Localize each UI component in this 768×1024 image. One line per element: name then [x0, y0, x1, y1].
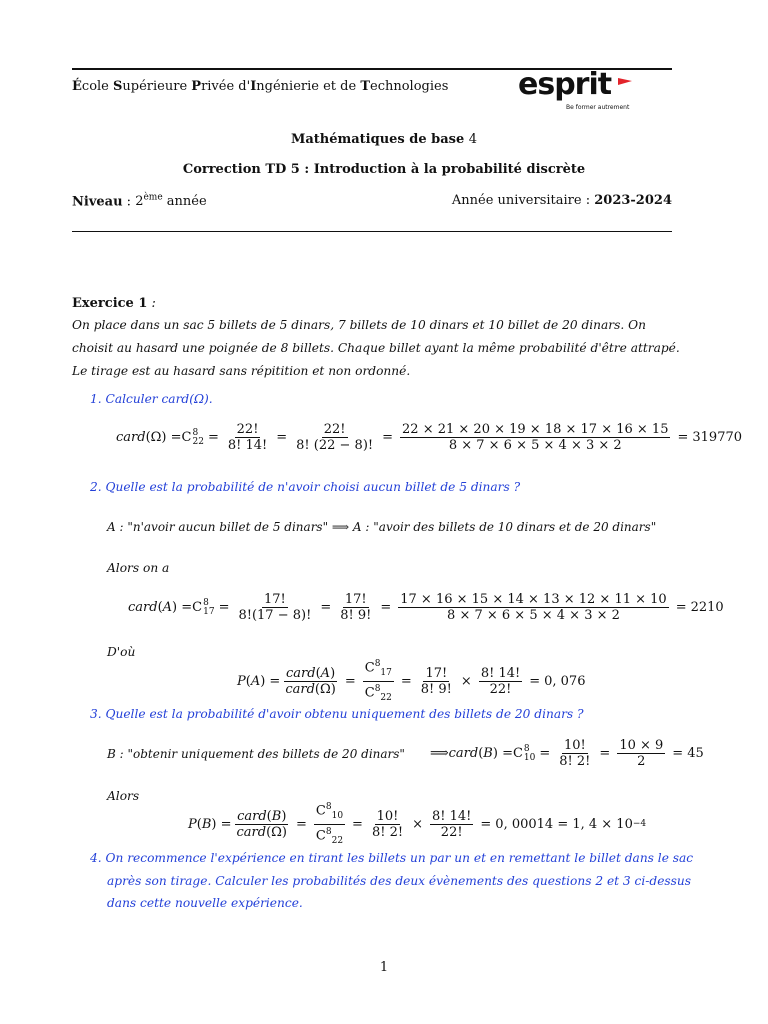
course-title: Mathématiques de base 4 — [290, 132, 478, 147]
question-4-line-2: après son tirage. Calculer les probabilités des deux évènements des questions 2 et 3 ci-dessus — [107, 874, 692, 888]
alors-on-a: Alors on a — [107, 561, 170, 575]
formula-card-a: card ( A ) = C 8 17 = $\frac{17!}{8!(17 - 8)!}$ = $\frac{17!}{8! 9!}$ = $\frac{17 \times 16 \times 15 \times 14 \times 13 \times 12 \times 11 \times 10}{8 \times 7 \times 6 \times 5 \times 4 \times 3 \times 2}$ = 2210 — [128, 592, 724, 623]
page-number: 1 — [379, 960, 389, 975]
exercise-title: Exercice 1 : — [72, 296, 156, 311]
statement-line-2: choisit au hasard une poignée de 8 billets. Chaque billet ayant la même probabilité d'être attrapé. — [72, 341, 680, 355]
question-2: 2. Quelle est la probabilité de n'avoir choisi aucun billet de 5 dinars ? — [90, 480, 521, 494]
formula-p-b: P ( B ) = $\frac{\text{card(B)}}{\text{card(Ω)}}$ = $\frac{C^8_{10}}{C^8_{22}}$ = $\frac{10!}{8! 2!}$ × $\frac{8! 14!}{22!}$ = 0, 00014 = 1, 4 × 10 −4 — [188, 802, 647, 846]
event-b-definition: B : "obtenir uniquement des billets de 20 dinars" — [107, 747, 405, 761]
formula-card-omega: card (Ω) = C 8 22 = $\frac{22!}{8! 14!}$ = $\frac{22!}{8! (22 - 8)!}$ = $\frac{22 \times 21 \times 20 \times 19 \times 18 \times 17 \times 16 \times 15}{8 \times 7 \times 6 \times 5 \times 4 \times 3 \times 2}$ = 319770 — [116, 422, 743, 453]
alors: Alors — [107, 789, 140, 803]
dou: D'où — [107, 645, 136, 659]
formula-card-b: ⟹ card ( B ) = C 8 10 = $\frac{10!}{8! 2!}$ = $\frac{10 \times 9}{2}$ = 45 — [430, 738, 704, 769]
statement-line-3: Le tirage est au hasard sans répitition et non ordonné. — [72, 364, 411, 378]
td-title: Correction TD 5 : Introduction à la probabilité discrète — [182, 162, 586, 177]
question-4-line-3: dans cette nouvelle expérience. — [107, 896, 303, 910]
statement-line-1: On place dans un sac 5 billets de 5 dinars, 7 billets de 10 dinars et 10 billet de 20 dinars. On — [72, 318, 646, 332]
event-a-definition: A : "n'avoir aucun billet de 5 dinars" ⟹ A : "avoir des billets de 10 dinars et de 20 dinars" — [107, 520, 657, 534]
question-1: 1. Calculer card(Ω). — [90, 392, 213, 406]
formula-p-a: P ( A ) = $\frac{\text{card(A)}}{\text{card(Ω)}}$ = $\frac{C^8_{17}}{C^8_{22}}$ = $\frac{17!}{8! 9!}$ × $\frac{8! 14!}{22!}$ = 0, 076 — [237, 659, 586, 703]
logo-flag-icon — [618, 78, 632, 88]
header-bottom-rule — [72, 231, 672, 232]
esprit-logo — [518, 67, 630, 114]
annee-universitaire: Année universitaire : 2023-2024 — [451, 193, 672, 208]
school-name: École Supérieure Privée d'Ingénierie et de Technologies — [72, 79, 449, 94]
question-3: 3. Quelle est la probabilité d'avoir obtenu uniquement des billets de 20 dinars ? — [90, 707, 584, 721]
logo-tagline: Be former autrement — [566, 104, 630, 111]
niveau: Niveau : 2ème année — [72, 193, 207, 210]
logo-wordmark: esprit — [518, 67, 612, 102]
question-4-line-1: 4. On recommence l'expérience en tirant les billets un par un et en remettant le billet dans le sac — [90, 851, 694, 865]
